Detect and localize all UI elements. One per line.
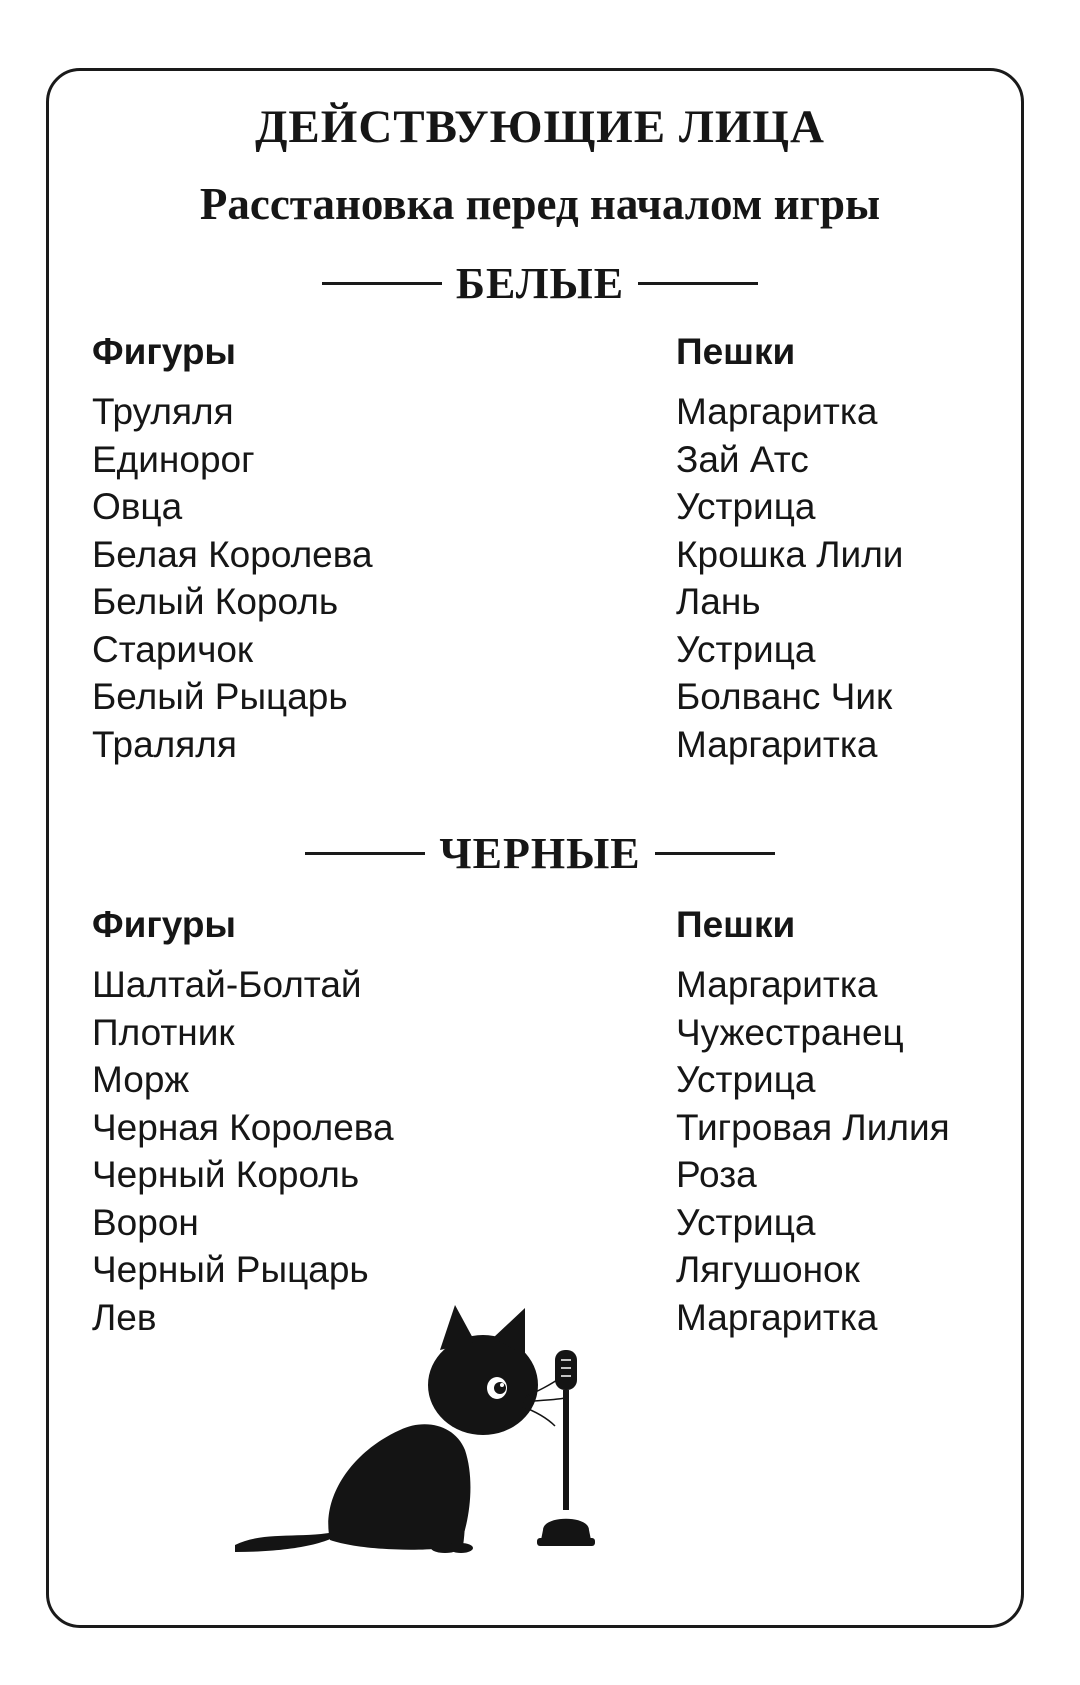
list-item: Траляля — [92, 723, 237, 765]
list-item: Белый Король — [92, 581, 339, 622]
list-item: Маргаритка — [676, 964, 878, 1005]
heading-rule-right — [638, 282, 758, 285]
list-item: Устрица — [676, 486, 816, 527]
list-item: Единорог — [92, 438, 255, 480]
white-pawns-header: Пешки — [676, 331, 796, 372]
list-item: Роза — [676, 1154, 757, 1195]
list-item: Белый Рыцарь — [92, 676, 348, 717]
list-item: Шалтай-Болтай — [92, 964, 362, 1005]
white-pawns-column — [676, 332, 1080, 768]
list-item: Ворон — [92, 1201, 199, 1243]
list-item: Крошка Лили — [676, 533, 904, 575]
heading-rule-right — [655, 852, 775, 855]
list-item: Старичок — [92, 628, 254, 670]
list-item: Зай Атс — [676, 438, 809, 480]
heading-rule-left — [305, 852, 425, 855]
list-item: Болванс Чик — [676, 676, 893, 717]
white-pieces-header: Фигуры — [92, 331, 237, 372]
kitten-with-microphone-icon — [225, 1290, 645, 1590]
black-pawns-column — [676, 905, 1080, 1341]
list-item: Тигровая Лилия — [676, 1106, 950, 1148]
black-pawns-list — [676, 961, 1080, 1341]
white-pieces-list — [92, 388, 512, 768]
list-item: Морж — [92, 1059, 190, 1100]
list-item: Лев — [92, 1296, 157, 1338]
list-item: Устрица — [676, 1201, 816, 1243]
list-item: Устрица — [676, 628, 816, 670]
list-item: Черный Король — [92, 1154, 360, 1195]
list-item: Маргаритка — [676, 723, 878, 765]
black-side-label: ЧЕРНЫЕ — [439, 828, 641, 878]
list-item: Черный Рыцарь — [92, 1249, 369, 1290]
list-item: Лань — [676, 581, 761, 622]
list-item: Лягушонок — [676, 1249, 860, 1290]
black-pieces-list — [92, 961, 512, 1341]
black-side-heading — [0, 825, 1080, 881]
list-item: Маргаритка — [676, 391, 878, 432]
page-subtitle: Расстановка перед началом игры — [199, 179, 881, 229]
list-item: Плотник — [92, 1011, 235, 1053]
list-item: Овца — [92, 486, 183, 527]
list-item: Устрица — [676, 1059, 816, 1100]
list-item: Черная Королева — [92, 1106, 394, 1148]
white-pawns-list — [676, 388, 1080, 768]
list-item: Чужестранец — [676, 1011, 904, 1053]
list-item: Белая Королева — [92, 533, 373, 575]
white-side-label: БЕЛЫЕ — [455, 258, 625, 308]
black-pieces-header: Фигуры — [92, 904, 237, 945]
white-pieces-column — [92, 332, 512, 768]
white-side-heading — [0, 255, 1080, 311]
black-pieces-column — [92, 905, 512, 1341]
list-item: Труляля — [92, 391, 234, 432]
heading-rule-left — [322, 282, 442, 285]
page-title: ДЕЙСТВУЮЩИЕ ЛИЦА — [255, 101, 825, 153]
list-item: Маргаритка — [676, 1296, 878, 1338]
black-pawns-header: Пешки — [676, 904, 796, 945]
